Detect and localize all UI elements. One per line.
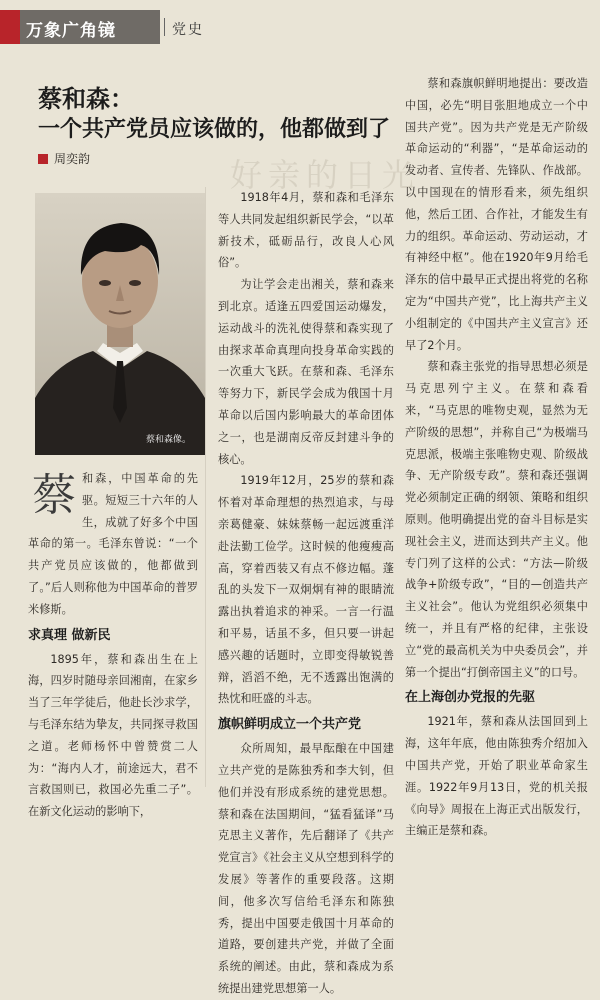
section-heading-3: 在上海创办党报的先驱 <box>405 690 536 706</box>
author-name: 周奕韵 <box>54 152 91 166</box>
section-name: 党史 <box>172 22 204 38</box>
column-name: 万象广角镜 <box>26 21 116 41</box>
title-line-1: 蔡和森： <box>38 84 134 113</box>
section1-paragraph-3: 为让学会走出湘关，蔡和森来到北京。适逢五四爱国运动爆发，运动战斗的洗礼使得蔡和森实现了由探求革命真理向投身革命实践的一次重大飞跃。在蔡和森、毛泽东等努力下，新民学会成为俄国十月革命以后国内影响最大的革命团体之一，也是湖南反帝反封建斗争的核心。 <box>218 278 394 466</box>
page-header <box>0 10 300 44</box>
section1-paragraph-4: 1919年12月，25岁的蔡和森怀着对革命理想的热烈追求，与母亲葛健豪、妹妹蔡畅一起远渡重洋赴法勤工俭学。这时候的他瘦瘦高高，穿着西装又有点不修边幅。蓬乱的头发下一双炯炯有神的眼睛流露出执着追求的神采。一言一行温和平易，话虽不多，但只要一讲起感兴趣的话题时，立即变得敏锐善辩，滔滔不绝，无不透露出饱满的热忱和旺盛的斗志。 <box>218 474 394 706</box>
header-separator <box>164 18 165 36</box>
watermark-text: 好亲的日光 <box>230 156 421 194</box>
section1-paragraph-1: 1895年，蔡和森出生在上海，四岁时随母亲回湘南，在家乡当了三年学徒后，他赴长沙求学，与毛泽东结为挚友，共同探寻救国之道。老师杨怀中曾赞赏二人为：“海内人才，前途远大，君不言救国则已，救国必先重二子”。在新文化运动的影响下， <box>28 652 198 819</box>
section3-paragraph-1: 1921年，蔡和森从法国回到上海，这年年底，他由陈独秀介绍加入中国共产党，开始了职业革命家生涯。1922年9月13日，党的机关报《向导》周报在上海正式出版发行，主编正是蔡和森。 <box>405 715 588 838</box>
intro-text: 和森，中国革命的先驱。短短三十六年的人生，成就了好多个中国革命的第一。毛泽东曾说：“一个共产党员应该做的，他都做到了。”后人则称他为中国革命的普罗米修斯。 <box>28 472 198 616</box>
text-column-3 <box>405 73 588 842</box>
section2-paragraph-3: 蔡和森主张党的指导思想必须是马克思列宁主义。在蔡和森看来，“马克思的唯物史观，显然为无产阶级的思想”，并称自己“为极端马克思派，极端主张唯物史观、阶级战争、无产阶级专政”。蔡和森还强调党必须制定正确的纲领、策略和组织原则。他明确提出党的奋斗目标是实现社会主义，进而达到共产主义。他专门列了这样的公式：“方法—阶级战争+阶级专政”，“目的—创造共产主义社会”。他认为党组织必须集中统一，并且有严格的纪律，主张设立“党的最高机关为中央委员会”，并第一个提出“打倒帝国主义”的口号。 <box>405 360 588 679</box>
title-line-2: 一个共产党员应该做的，他都做到了 <box>38 116 391 142</box>
header-red-bar <box>0 10 20 44</box>
intro-paragraph <box>28 468 198 621</box>
section-heading-1: 求真理 做新民 <box>28 627 111 643</box>
portrait-image <box>35 193 205 455</box>
text-column-2 <box>218 187 394 1000</box>
section2-paragraph-2: 蔡和森旗帜鲜明地提出：要改造中国，必先“明目张胆地成立一个中国共产党”。因为共产党是无产阶级革命运动的“利器”，“是革命运动的发动者、宣传者、先锋队、作战部。以中国现在的情形看来，须先组织他，然后工团、合作社，才能发生有力的组织。革命运动、劳动运动，才有神经中枢”。他在1920年9月给毛泽东的信中最早正式提出将党的名称定为“中国共产党”，比上海共产主义小组制定的《中国共产主义宣言》还早了2个月。 <box>405 77 588 352</box>
drop-cap: 蔡 <box>32 470 76 521</box>
byline-marker-icon <box>38 154 48 164</box>
section-heading-2: 旗帜鲜明成立一个共产党 <box>218 717 362 733</box>
photo-caption: 蔡和森像。 <box>146 435 192 445</box>
section2-paragraph-1: 众所周知，最早酝酿在中国建立共产党的是陈独秀和李大钊，但他们并没有形成系统的建党思想。蔡和森在法国期间，“猛看猛译”马克思主义著作，先后翻译了《共产党宣言》《社会主义从空想到科学的发展》等著作的重要段落。这期间，他多次写信给毛泽东和陈独秀，提出中国要走俄国十月革命的道路，要创建共产党，并做了全面系统的阐述。由此，蔡和森成为系统提出建党思想第一人。 <box>218 742 394 995</box>
author-byline <box>38 150 90 167</box>
background-watermark <box>230 150 421 194</box>
column-divider <box>205 187 206 787</box>
portrait-photo <box>35 193 205 455</box>
text-column-1 <box>28 468 198 823</box>
article-title <box>38 84 390 144</box>
section1-paragraph-2: 1918年4月，蔡和森和毛泽东等人共同发起组织新民学会，“以革新技术，砥砺品行，改良人心风俗”。 <box>218 191 394 270</box>
